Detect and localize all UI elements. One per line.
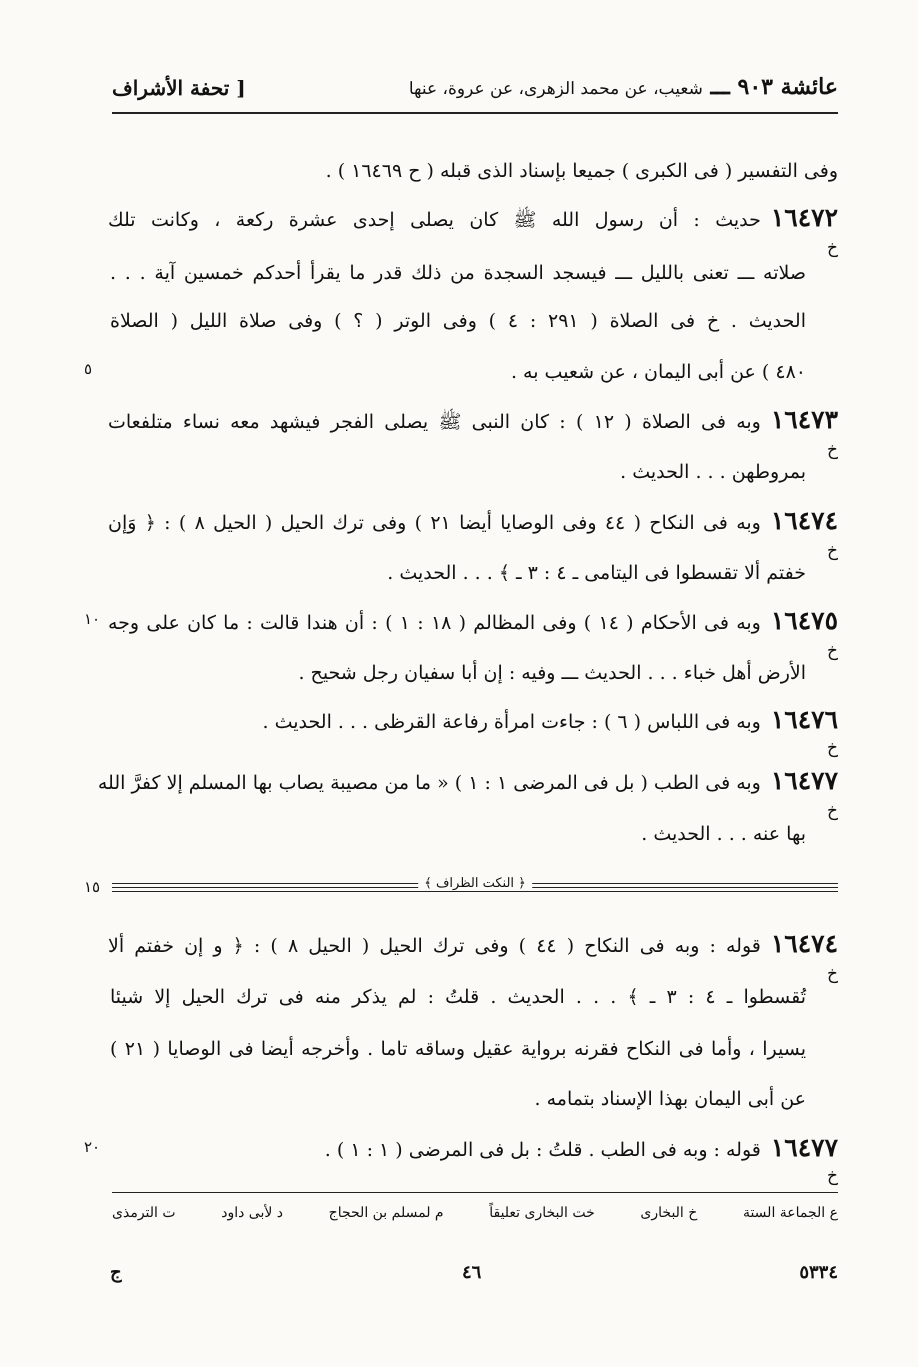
page-number: ٤٦ [462, 1262, 482, 1283]
kha-marker: خ [827, 541, 838, 561]
hadith-number: ١٦٤٧٦ [770, 705, 838, 734]
abbreviations-key [112, 1205, 838, 1221]
hadith-line: ١٦٤٧٧وبه فى الطب ( بل فى المرضى ١ : ١ ) « ما من مصيبة يصاب بها المسلم إلا كفرَّ الله [97, 766, 838, 795]
header-rule [112, 112, 838, 114]
book-title: [ تحفة الأشراف [112, 76, 246, 100]
margin-line-number: ١٠ [84, 610, 101, 628]
hadith-line: ١٦٤٧٤وبه فى النكاح ( ٤٤ وفى الوصايا أيضا ٢١ ) وفى ترك الحيل ( الحيل ٨ ) : ﴿ وَإن [108, 506, 838, 535]
note-line: يسيرا ، وأما فى النكاح فقرنه برواية عقيل وساقه تاما . وأخرجه أيضا فى الوصايا ( ٢١ ) [110, 1038, 807, 1060]
text-line: وفى التفسير ( فى الكبرى ) جميعا بإسناد الذى قبله ( ح ١٦٤٦٩ ) . [325, 160, 838, 182]
hadith-line: ١٦٤٧٢حديث : أن رسول الله ﷺ كان يصلى إحدى عشرة ركعة ، وكانت تلك [108, 203, 838, 232]
note-line: تُقسطوا ـ ٤ : ٣ ـ ﴾ . . . الحديث . قلتُ : لم يذكر منه فى ترك الحيل إلا شيئا [110, 986, 806, 1008]
page-header [112, 74, 838, 114]
text-line: خفتم ألا تقسطوا فى اليتامى ـ ٤ : ٣ ـ ﴾ . . . الحديث . [387, 562, 806, 584]
abbreviation: خ البخارى [640, 1205, 698, 1221]
section-divider [112, 876, 838, 896]
header-title-block [409, 74, 838, 100]
abbreviation: ت الترمذى [112, 1205, 176, 1221]
divider-label: ﴿ النكت الظراف ﴾ [418, 876, 532, 891]
header-title: عائشة ٩٠٣ ـــ [710, 74, 838, 100]
hadith-line: ١٦٤٧٥وبه فى الأحكام ( ١٤ ) وفى المظالم ( ١٨ : ١ ) : أن هندا قالت : ما كان على وجه [108, 606, 839, 635]
abbreviation: ع الجماعة الستة [742, 1205, 838, 1221]
text-line: الأرض أهل خباء . . . الحديث ـــ وفيه : إن أبا سفيان رجل شحيح . [298, 662, 806, 684]
kha-marker: خ [827, 738, 838, 758]
kha-marker: خ [827, 440, 838, 460]
hadith-number: ١٦٤٧٥ [770, 606, 839, 635]
note-number: ١٦٤٧٤ [770, 929, 838, 958]
note-line: ١٦٤٧٤قوله : وبه فى النكاح ( ٤٤ ) وفى ترك الحيل ( الحيل ٨ ) : ﴿ و إن خفتم ألا [108, 929, 838, 958]
hadith-line: ١٦٤٧٣وبه فى الصلاة ( ١٢ ) : كان النبى ﷺ يصلى الفجر فيشهد معه نساء متلفعات [108, 405, 838, 434]
kha-marker: خ [827, 238, 838, 258]
hadith-line: ١٦٤٧٦وبه فى اللباس ( ٦ ) : جاءت امرأة رفاعة القرظى . . . الحديث . [262, 705, 838, 734]
margin-line-number: ١٥ [84, 878, 101, 896]
running-number: ٥٣٣٤ [799, 1262, 838, 1283]
text-line: الحديث . خ فى الصلاة ( ٢٩١ : ٤ ) وفى الوتر ( ؟ ) وفى صلاة الليل ( الصلاة [110, 310, 806, 332]
kha-marker: خ [827, 641, 838, 661]
hadith-number: ١٦٤٧٣ [770, 405, 838, 434]
text-line: ٤٨٠ ) عن أبى اليمان ، عن شعيب به . [510, 361, 806, 383]
hadith-number: ١٦٤٧٧ [770, 766, 838, 795]
kha-marker: خ [827, 1166, 838, 1186]
note-line: عن أبى اليمان بهذا الإسناد بتمامه . [534, 1088, 806, 1110]
footer-rule [112, 1192, 838, 1193]
hadith-number: ١٦٤٧٢ [770, 203, 838, 232]
kha-marker: خ [827, 964, 838, 984]
signature-mark: ج [110, 1262, 122, 1283]
kha-marker: خ [827, 801, 838, 821]
text-line: بها عنه . . . الحديث . [641, 823, 806, 845]
header-subtitle: شعيب، عن محمد الزهرى، عن عروة، عنها [408, 79, 703, 99]
text-line: صلاته ـــ تعنى بالليل ـــ فيسجد السجدة من ذلك قدر ما يقرأ أحدكم خمسين آية . . . [110, 262, 806, 284]
abbreviation: م لمسلم بن الحجاج [328, 1205, 444, 1221]
note-number: ١٦٤٧٧ [770, 1133, 838, 1162]
margin-line-number: ٢٠ [84, 1138, 101, 1156]
note-line: ١٦٤٧٧قوله : وبه فى الطب . قلتُ : بل فى المرضى ( ١ : ١ ) . [324, 1133, 838, 1162]
text-line: بمروطهن . . . الحديث . [620, 461, 806, 483]
hadith-number: ١٦٤٧٤ [770, 506, 838, 535]
abbreviation: د لأبى داود [221, 1205, 284, 1221]
margin-line-number: ٥ [84, 360, 93, 378]
abbreviation: خت البخارى تعليقاً [489, 1205, 595, 1221]
